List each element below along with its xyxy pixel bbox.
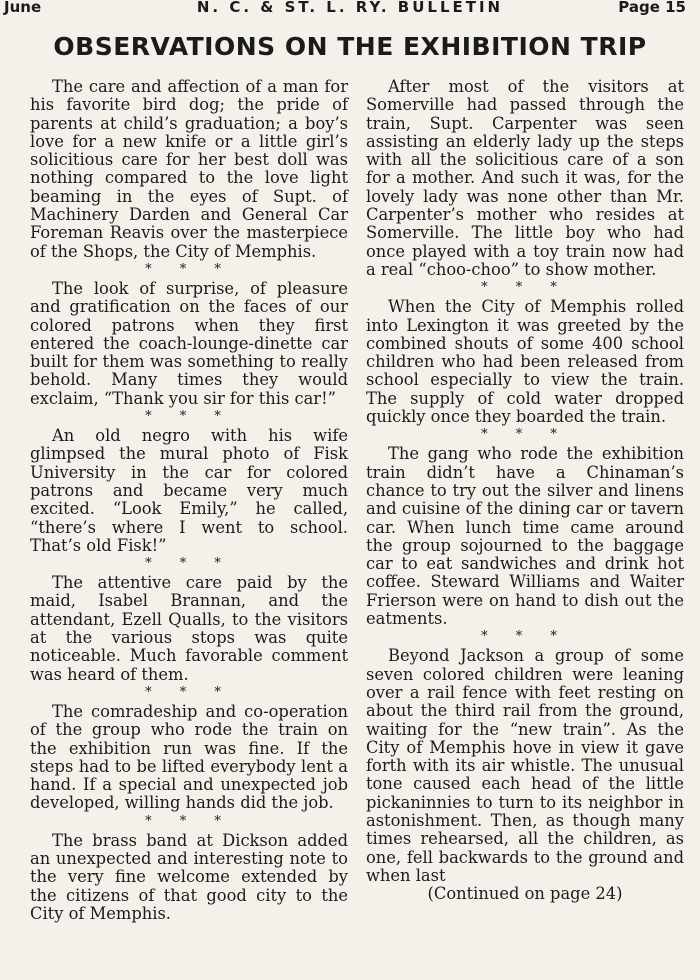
separator: * * * [481, 427, 569, 443]
page-number: Page 15 [618, 0, 686, 16]
paragraph-brass-band: The brass band at Dickson added an unexpected and interesting note to the very fine welcome extended by the citizens of that good city to the City of Memphis. [30, 830, 348, 923]
article-title: OBSERVATIONS ON THE EXHIBITION TRIP [53, 32, 647, 61]
right-column [366, 78, 684, 903]
separator: * * * [145, 684, 233, 700]
paragraph-fisk-mural: An old negro with his wife glimpsed the mural photo of Fisk University in the car for colored patrons and became very much excited. “Look Emily,” he called, “there’s where I went to school. That’s old Fisk!” [30, 426, 348, 555]
separator: * * * [145, 409, 233, 425]
left-column [30, 78, 348, 923]
separator: * * * [481, 280, 569, 296]
separator: * * * [145, 556, 233, 572]
paragraph-somerville: After most of the visitors at Somerville had passed through the train, Supt. Carpenter was seen assisting an elderly lady up the steps with all the solicitious care of a son for a mother. And such it was, for the lovely lady was none other than Mr. Carpenter’s mother who resides at Somerville. The little boy who had once played with a toy train now had a real “choo-choo” to show mother. [366, 77, 684, 279]
paragraph-maid-attendant: The attentive care paid by the maid, Isabel Brannan, and the attendant, Ezell Qualls, to the visitors at the various stops was quite noticeable. Much favorable comment was heard of them. [30, 573, 348, 684]
paragraph-bird-dog: The care and affection of a man for his favorite bird dog; the pride of parents at child’s graduation; a boy’s love for a new knife or a little girl’s solicitious care for her best doll was nothing compared to the love light beaming in the eyes of Supt. of Machinery Darden and General Car Foreman Reavis over the masterpiece of the Shops, the City of Memphis. [30, 77, 348, 261]
paragraph-comradeship: The comradeship and co-operation of the group who rode the train on the exhibition run was fine. If the steps had to be lifted everybody lent a hand. If a special and unexpected job developed, willing hands did the job. [30, 701, 348, 813]
separator: * * * [481, 629, 569, 645]
separator: * * * [145, 261, 233, 277]
issue-month: June [4, 0, 42, 16]
paragraph-colored-patrons: The look of surprise, of pleasure and gratification on the faces of our colored patrons when they first entered the coach-lounge-dinette car built for them was something to really behold. Many times they would exclaim, “Thank you sir for this car!” [30, 278, 348, 408]
paragraph-jackson-children: Beyond Jackson a group of some seven colored children were leaning over a rail fence with feet resting on about the third rail from the ground, waiting for the “new train”. As the City of Memphis hove in view it gave forth with its air whistle. The unusual tone caused each head of the little pickaninnies to turn to its neighbor in astonishment. Then, as though many times rehearsed, all the children, as one, fell backwards to the ground and when last [366, 646, 684, 885]
paragraph-lexington: When the City of Memphis rolled into Lexington it was greeted by the combined shouts of some 400 school children who had been released from school especially to view the train. The supply of cold water dropped quickly once they boarded the train. [366, 297, 684, 427]
page-header [0, 0, 700, 22]
continued-note: (Continued on page 24) [427, 884, 623, 904]
paragraph-dining-car: The gang who rode the exhibition train didn’t have a Chinaman’s chance to try out the silver and linens and cuisine of the dining car or tavern car. When lunch time came around the group sojourned to the baggage car to eat sandwiches and drink hot coffee. Steward Williams and Waiter Frierson were on hand to dish out the eatments. [366, 444, 684, 629]
separator: * * * [145, 813, 233, 829]
publication-name: N. C. & ST. L. RY. BULLETIN [196, 0, 504, 16]
